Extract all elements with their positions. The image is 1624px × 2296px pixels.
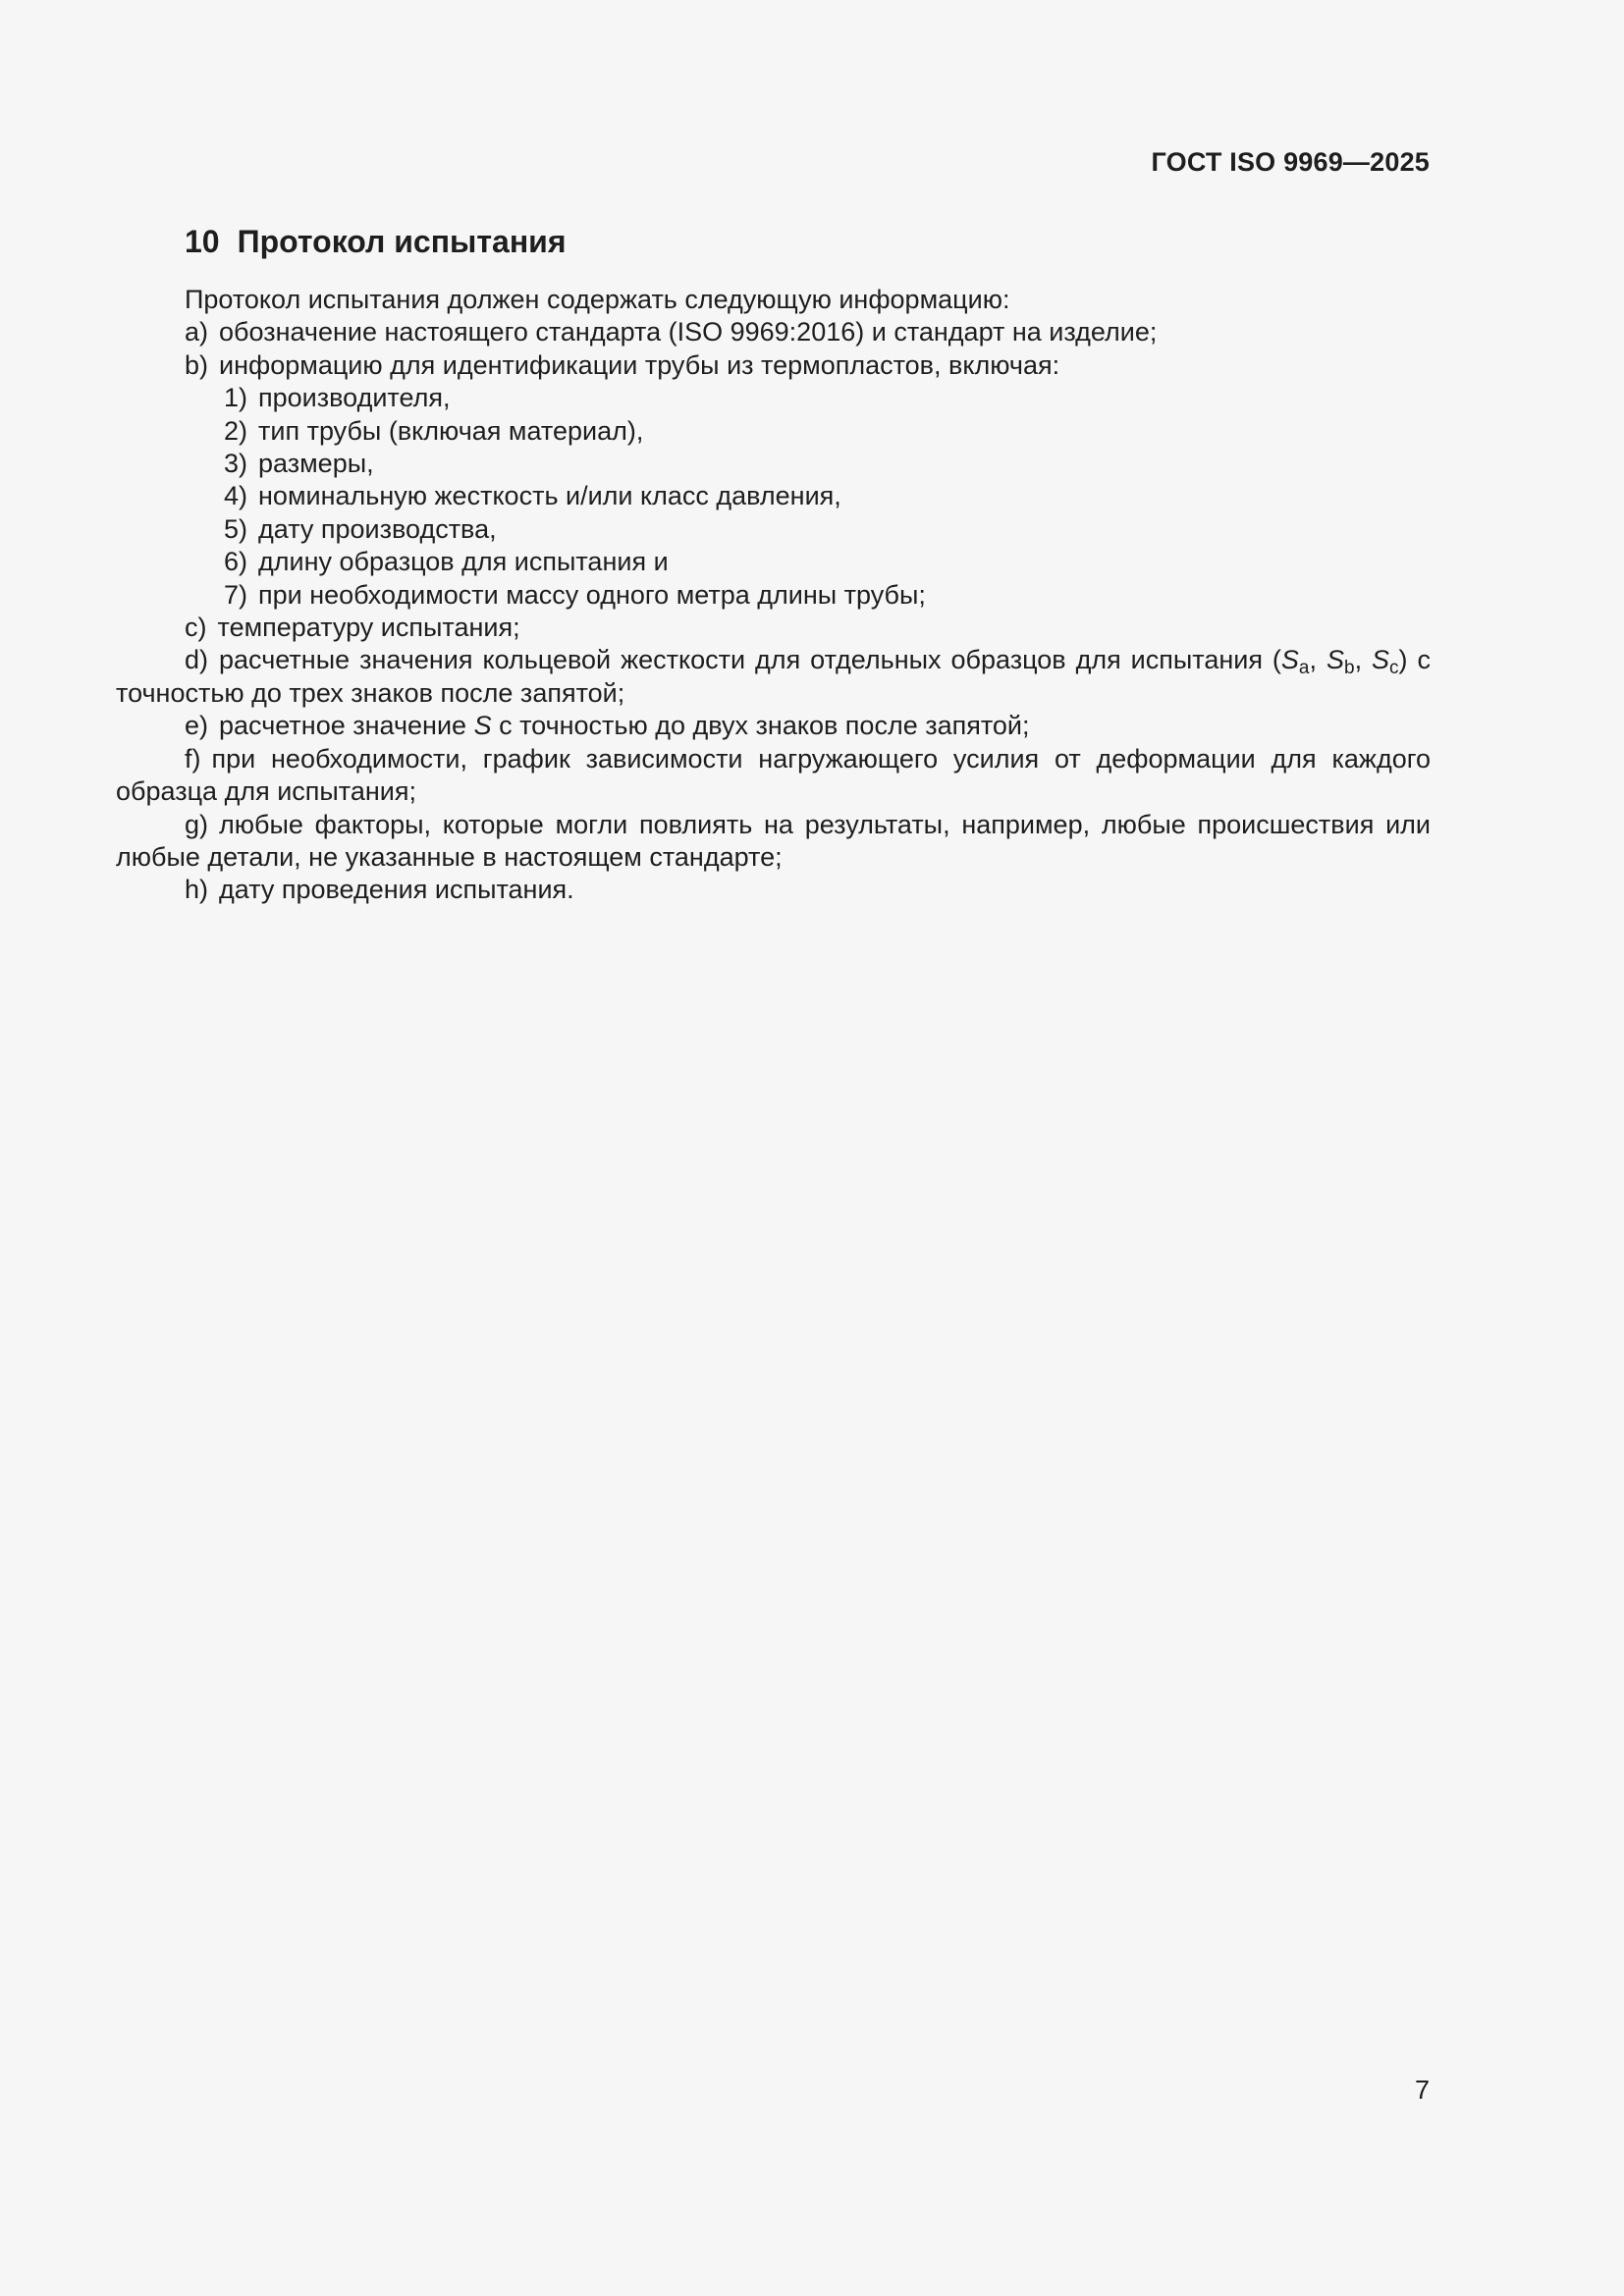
separator: ,	[1354, 645, 1373, 675]
list-marker: e)	[185, 711, 209, 741]
document-code: ГОСТ ISO 9969—2025	[1151, 147, 1430, 177]
list-marker: g)	[185, 809, 209, 839]
sublist-item-5	[116, 513, 1431, 546]
page-number: 7	[1414, 2075, 1430, 2105]
sublist-item-7	[116, 579, 1431, 612]
list-marker: f)	[185, 743, 201, 774]
list-item-a	[116, 316, 1431, 348]
stiffness-symbol: S	[1372, 645, 1390, 675]
list-item-text-end: ) с точностью до трех знаков после запятой;	[116, 645, 1431, 708]
list-item-text: расчетные значения кольцевой жесткости для отдельных образцов для испытания (	[219, 645, 1281, 675]
section-title: Протокол испытания	[237, 224, 567, 259]
sublist-item-text: при необходимости массу одного метра длины трубы;	[258, 579, 926, 610]
list-item-text: расчетное значение	[219, 711, 474, 741]
sublist-item-text: тип трубы (включая материал),	[258, 415, 644, 446]
list-item-text: при необходимости, график зависимости нагружающего усилия от деформации для каждого образца для испытания;	[116, 743, 1431, 807]
subscript-b: b	[1343, 658, 1355, 679]
sublist-marker: 4)	[224, 481, 248, 511]
sublist-marker: 3)	[224, 449, 248, 479]
list-marker: c)	[185, 613, 207, 643]
list-item-text: обозначение настоящего стандарта (ISO 9969:2016) и стандарт на изделие;	[219, 317, 1158, 347]
sublist-item-3	[116, 448, 1431, 480]
subscript-a: a	[1298, 658, 1310, 679]
sublist-marker: 1)	[224, 383, 248, 413]
sublist-item-1	[116, 382, 1431, 414]
list-item-text-end: с точностью до двух знаков после запятой;	[491, 711, 1030, 741]
list-marker: a)	[185, 317, 209, 347]
list-item-g	[116, 809, 1431, 875]
sublist-item-text: номинальную жесткость и/или класс давления,	[258, 481, 841, 511]
list-item-text: температуру испытания;	[217, 613, 520, 643]
sublist-item-text: дату производства,	[258, 513, 497, 544]
list-item-d	[116, 644, 1431, 710]
section-number: 10	[185, 224, 220, 259]
sublist-item-text: производителя,	[258, 383, 451, 413]
list-item-text: информацию для идентификации трубы из термопластов, включая:	[219, 349, 1060, 380]
sublist-marker: 5)	[224, 513, 248, 544]
list-item-c	[116, 612, 1431, 644]
subscript-c: c	[1389, 658, 1399, 679]
section-body	[116, 284, 1431, 907]
list-item-b	[116, 349, 1431, 382]
stiffness-symbol: S	[1280, 645, 1299, 675]
separator: ,	[1309, 645, 1326, 675]
stiffness-symbol: S	[1326, 645, 1344, 675]
stiffness-symbol: S	[473, 711, 492, 741]
sublist-marker: 2)	[224, 415, 248, 446]
sublist-item-4	[116, 480, 1431, 512]
intro-paragraph: Протокол испытания должен содержать следующую информацию:	[185, 285, 1010, 314]
sublist-item-text: размеры,	[258, 449, 374, 479]
sublist-item-6	[116, 546, 1431, 578]
list-item-f	[116, 743, 1431, 809]
list-item-text: дату проведения испытания.	[219, 875, 574, 905]
sublist-item-2	[116, 415, 1431, 448]
list-item-e	[116, 710, 1431, 742]
list-item-h	[116, 874, 1431, 906]
sublist-marker: 7)	[224, 579, 248, 610]
list-marker: d)	[185, 645, 209, 675]
list-marker: h)	[185, 875, 209, 905]
sublist-item-text: длину образцов для испытания и	[258, 547, 669, 577]
sublist-marker: 6)	[224, 547, 248, 577]
list-marker: b)	[185, 349, 209, 380]
list-item-text: любые факторы, которые могли повлиять на результаты, например, любые происшествия или любые детали, не указанные в настоящем стандарте;	[116, 809, 1431, 872]
section-heading	[185, 224, 567, 260]
